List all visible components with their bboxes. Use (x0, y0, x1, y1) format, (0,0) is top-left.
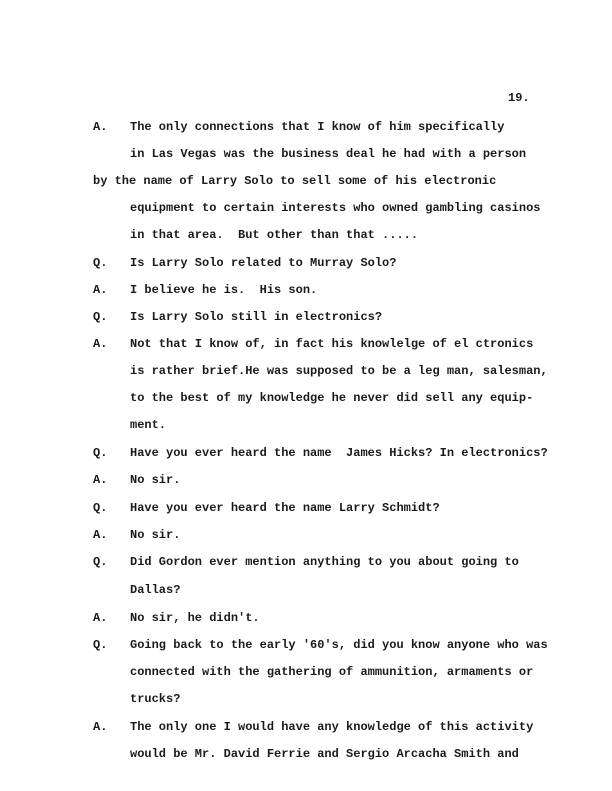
transcript-line: The only connections that I know of him specifically (130, 120, 505, 134)
speaker-label: Q. (93, 555, 108, 569)
transcript-line: Going back to the early '60's, did you know anyone who was (130, 638, 548, 652)
transcript-line: Have you ever heard the name James Hicks? In electronics? (130, 446, 548, 460)
speaker-label: A. (93, 473, 108, 487)
speaker-label: Q. (93, 310, 108, 324)
transcript-line: No sir. (130, 473, 181, 487)
speaker-label: A. (93, 720, 108, 734)
speaker-label: A. (93, 611, 108, 625)
transcript-line: trucks? (130, 692, 181, 706)
transcript-line: I believe he is. His son. (130, 283, 318, 297)
speaker-label: Q. (93, 501, 108, 515)
transcript-line: No sir, he didn't. (130, 611, 260, 625)
transcript-line: would be Mr. David Ferrie and Sergio Arcacha Smith and (130, 747, 519, 761)
transcript-line: The only one I would have any knowledge of this activity (130, 720, 534, 734)
speaker-label: A. (93, 283, 108, 297)
speaker-label: A. (93, 528, 108, 542)
speaker-label: Q. (93, 256, 108, 270)
transcript-line: No sir. (130, 528, 181, 542)
transcript-line: in Las Vegas was the business deal he had with a person (130, 147, 527, 161)
transcript-line: Is Larry Solo related to Murray Solo? (130, 256, 397, 270)
transcript-line: by the name of Larry Solo to sell some of his electronic (93, 174, 497, 188)
transcript-line: Dallas? (130, 583, 181, 597)
transcript-line: equipment to certain interests who owned gambling casinos (130, 201, 541, 215)
transcript-line: to the best of my knowledge he never did sell any equip- (130, 391, 534, 405)
speaker-label: Q. (93, 446, 108, 460)
transcript-line: in that area. But other than that ..... (130, 228, 419, 242)
speaker-label: Q. (93, 638, 108, 652)
speaker-label: A. (93, 120, 108, 134)
speaker-label: A. (93, 337, 108, 351)
transcript-line: connected with the gathering of ammunition, armaments or (130, 665, 534, 679)
transcript-line: Is Larry Solo still in electronics? (130, 310, 383, 324)
transcript-line: is rather brief.He was supposed to be a leg man, salesman, (130, 364, 548, 378)
transcript-line: ment. (130, 418, 167, 432)
transcript-line: Have you ever heard the name Larry Schmidt? (130, 501, 440, 515)
transcript-line: Not that I know of, in fact his knowlelge of el ctronics (130, 337, 534, 351)
page-number: 19. (508, 91, 530, 105)
transcript-line: Did Gordon ever mention anything to you about going to (130, 555, 519, 569)
